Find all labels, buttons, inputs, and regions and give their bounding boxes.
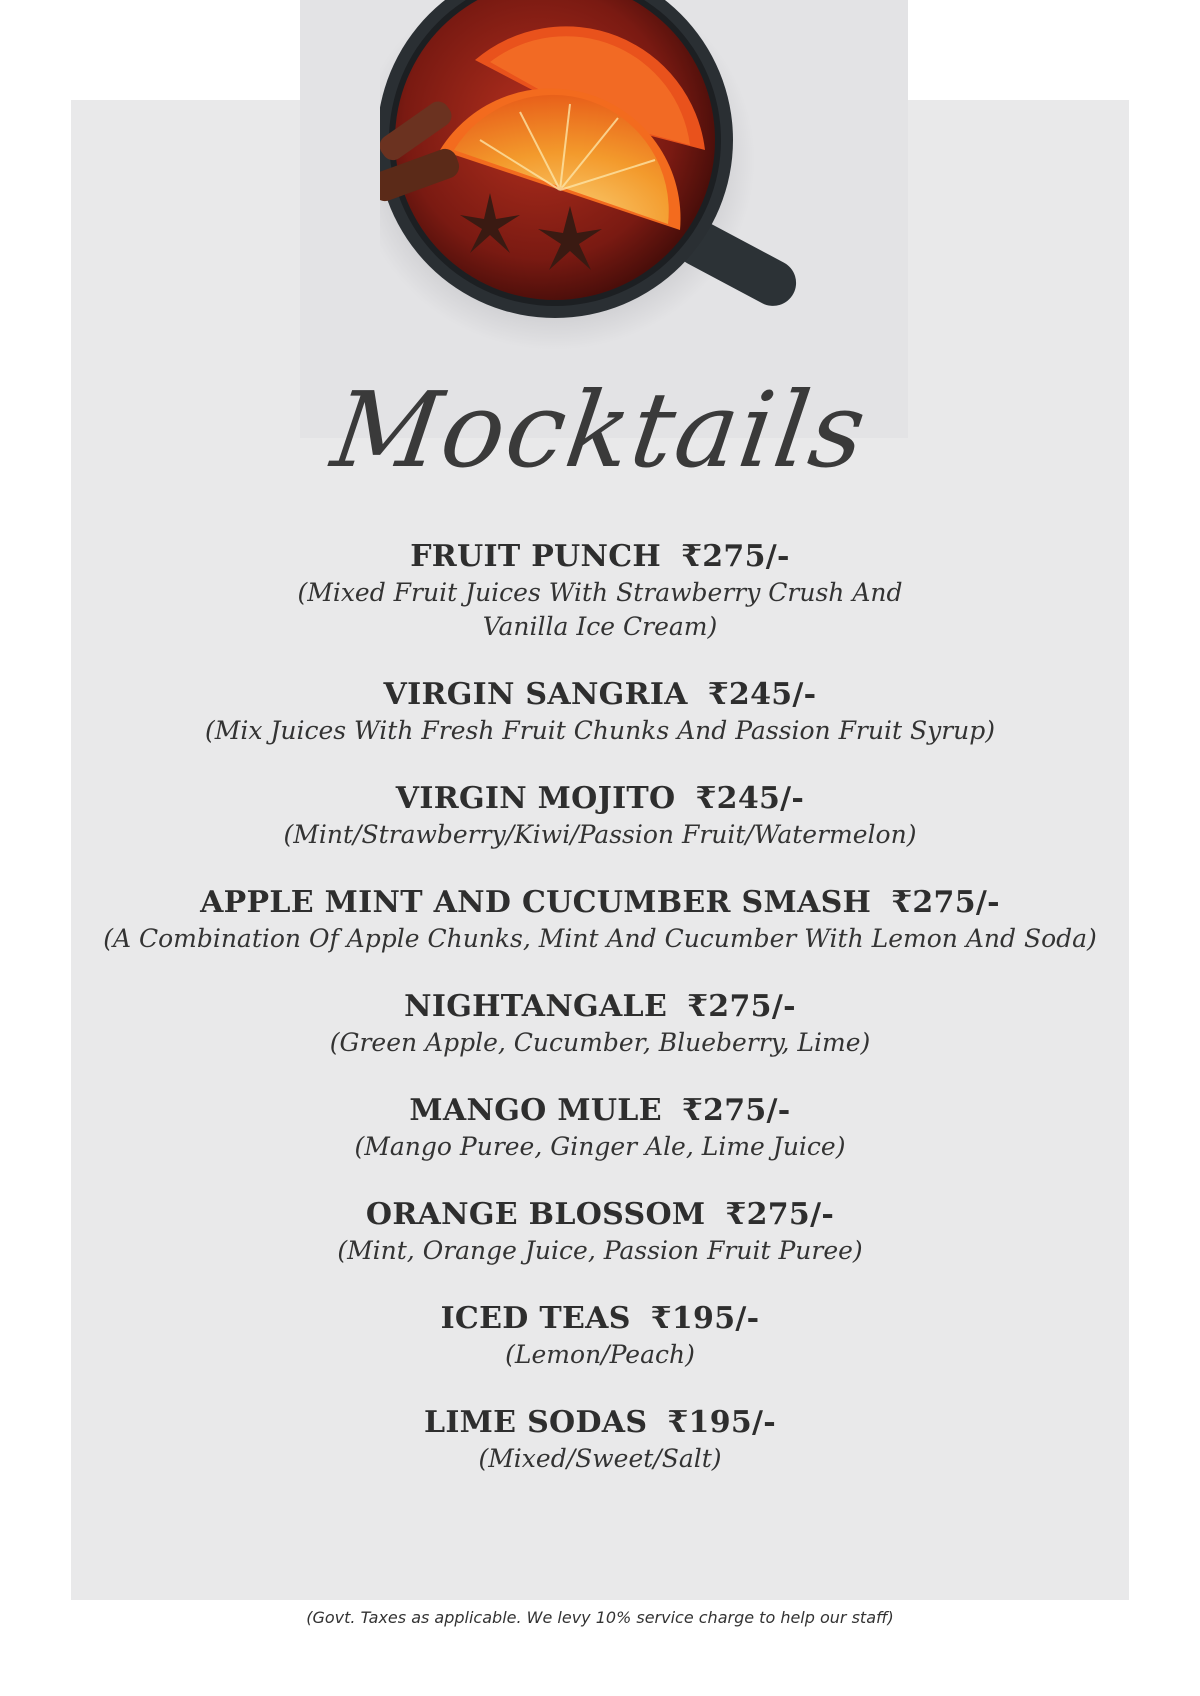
menu-item-fruit-punch bbox=[71, 538, 1129, 644]
item-heading bbox=[71, 1092, 1129, 1130]
item-name: ICED TEAS bbox=[440, 1301, 631, 1336]
item-description: (Mixed Fruit Juices With Strawberry Crush And bbox=[297, 578, 903, 607]
menu-item-lime-sodas bbox=[71, 1404, 1129, 1476]
item-description: (Lemon/Peach) bbox=[505, 1340, 695, 1369]
item-heading bbox=[71, 1300, 1129, 1338]
menu-item-virgin-sangria bbox=[71, 676, 1129, 748]
item-price: ₹245/- bbox=[707, 677, 817, 712]
item-description: (A Combination Of Apple Chunks, Mint And Cucumber With Lemon And Soda) bbox=[103, 924, 1097, 953]
item-price: ₹195/- bbox=[667, 1405, 777, 1440]
item-heading bbox=[71, 884, 1129, 922]
item-heading bbox=[71, 676, 1129, 714]
item-description: (Mint/Strawberry/Kiwi/Passion Fruit/Watermelon) bbox=[283, 820, 917, 849]
item-price: ₹275/- bbox=[681, 1093, 791, 1128]
item-price: ₹195/- bbox=[650, 1301, 760, 1336]
item-heading bbox=[71, 1404, 1129, 1442]
item-name: LIME SODAS bbox=[423, 1405, 648, 1440]
menu-item-iced-teas bbox=[71, 1300, 1129, 1372]
item-name: ORANGE BLOSSOM bbox=[365, 1197, 706, 1232]
menu-item-mango-mule bbox=[71, 1092, 1129, 1164]
item-price: ₹275/- bbox=[681, 539, 790, 574]
item-name: NIGHTANGALE bbox=[404, 989, 668, 1024]
page-title: Mocktails bbox=[325, 369, 875, 491]
item-name: MANGO MULE bbox=[409, 1093, 662, 1128]
menu-list bbox=[71, 538, 1129, 1508]
item-heading bbox=[71, 1196, 1129, 1234]
item-heading bbox=[71, 780, 1129, 818]
item-heading bbox=[71, 988, 1129, 1026]
item-description: (Mango Puree, Ginger Ale, Lime Juice) bbox=[354, 1132, 846, 1161]
item-name: FRUIT PUNCH bbox=[410, 539, 662, 574]
mulled-drink-mug-icon bbox=[380, 0, 860, 360]
item-description: Vanilla Ice Cream) bbox=[482, 612, 718, 641]
item-heading bbox=[71, 538, 1129, 576]
item-price: ₹245/- bbox=[695, 781, 805, 816]
menu-item-apple-mint-cucumber-smash bbox=[71, 884, 1129, 956]
item-price: ₹275/- bbox=[725, 1197, 835, 1232]
item-description: (Mixed/Sweet/Salt) bbox=[478, 1444, 722, 1473]
menu-item-virgin-mojito bbox=[71, 780, 1129, 852]
item-description: (Green Apple, Cucumber, Blueberry, Lime) bbox=[329, 1028, 871, 1057]
item-name: VIRGIN SANGRIA bbox=[383, 677, 688, 712]
item-price: ₹275/- bbox=[891, 885, 1000, 920]
menu-item-nightangale bbox=[71, 988, 1129, 1060]
item-description: (Mint, Orange Juice, Passion Fruit Puree) bbox=[337, 1236, 863, 1265]
item-name: APPLE MINT AND CUCUMBER SMASH bbox=[200, 885, 872, 920]
footer-note: (Govt. Taxes as applicable. We levy 10% service charge to help our staff) bbox=[306, 1608, 894, 1627]
item-description: (Mix Juices With Fresh Fruit Chunks And Passion Fruit Syrup) bbox=[204, 716, 996, 745]
item-price: ₹275/- bbox=[687, 989, 796, 1024]
item-name: VIRGIN MOJITO bbox=[395, 781, 676, 816]
menu-item-orange-blossom bbox=[71, 1196, 1129, 1268]
